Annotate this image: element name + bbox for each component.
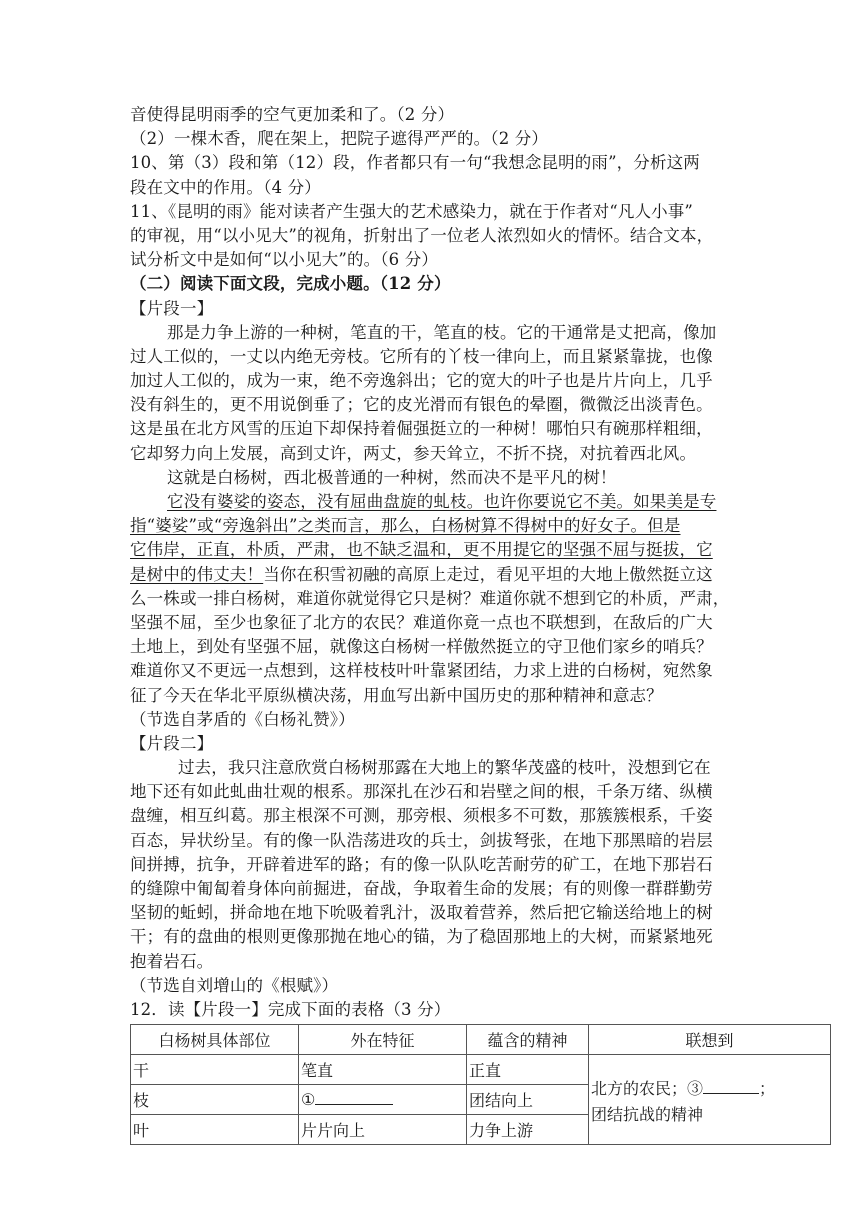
- table-cell: 团结向上: [467, 1085, 589, 1115]
- text-line: 试分析文中是如何“以小见大”的。（6 分）: [130, 250, 439, 270]
- paragraph-line: 么一株或一排白杨树，难道你就觉得它只是树？难道你就不想到它的朴质，严肃，: [130, 588, 730, 608]
- paragraph-line: 盘缠，相互纠葛。那主根深不可测，那旁根、须根多不可数，那簇簇根系，千姿: [130, 806, 713, 826]
- document-page: [130, 103, 830, 1145]
- table-cell: 力争上游: [467, 1115, 589, 1145]
- table-cell: 叶: [131, 1115, 299, 1145]
- paragraph-line: 土地上，到处有坚强不屈，就像这白杨树一样傲然挺立的守卫他们家乡的哨兵？: [130, 637, 713, 657]
- text-line: 段在文中的作用。（4 分）: [130, 177, 321, 197]
- paragraph-line: 的缝隙中匍匐着身体向前掘进，奋战，争取着生命的发展；有的则像一群群勤劳: [130, 879, 713, 898]
- fragment2-label: 【片段二】: [130, 733, 214, 753]
- paragraph-line: 坚韧的蚯蚓，拼命地在地下吮吸着乳汁，汲取着营养，然后把它输送给地上的树: [130, 903, 713, 923]
- answer-blank[interactable]: [315, 1090, 393, 1105]
- underlined-line: 是树中的伟丈夫！当你在积雪初融的高原上走过，看见平坦的大地上傲然挺立这: [130, 564, 713, 584]
- answer-blank[interactable]: [703, 1079, 759, 1094]
- paragraph-line: 难道你又不更远一点想到，这样枝枝叶叶靠紧团结，力求上进的白杨树，宛然象: [130, 661, 713, 681]
- paragraph-line: 过去，我只注意欣赏白杨树那露在大地上的繁华茂盛的枝叶，没想到它在: [178, 758, 711, 778]
- table-header: 蕴含的精神: [467, 1025, 589, 1055]
- paragraph-line: 这是虽在北方风雪的压迫下却保持着倔强挺立的一种树！哪怕只有碗那样粗细，: [130, 419, 713, 439]
- paragraph-line: 过人工似的，一丈以内绝无旁枝。它所有的丫枝一律向上，而且紧紧靠拢，也像: [130, 346, 713, 366]
- paragraph-line: 地下还有如此虬曲壮观的根系。那深扎在沙石和岩壁之间的根，千条万绪、纵横: [130, 782, 713, 802]
- paragraph-line: 没有斜生的，更不用说倒垂了；它的皮光滑而有银色的晕圈，微微泛出淡青色。: [130, 395, 713, 415]
- paragraph-line: 坚强不屈，至少也象征了北方的农民？难道你竟一点也不联想到，在敌后的广大: [130, 612, 713, 632]
- paragraph-line: 抱着岩石。: [130, 951, 214, 971]
- table-cell: 笔直: [299, 1055, 467, 1085]
- underlined-line: 它伟岸，正直，朴质，严肃，也不缺乏温和，更不用提它的坚强不屈与挺拔，它: [130, 540, 713, 560]
- table-header: 白杨树具体部位: [131, 1025, 299, 1055]
- table-header: 外在特征: [299, 1025, 467, 1055]
- paragraph-line: 那是力争上游的一种树，笔直的干，笔直的枝。它的干通常是丈把高，像加: [167, 322, 717, 342]
- paragraph-line: 它却努力向上发展，高到丈许，两丈，参天耸立，不折不挠，对抗着西北风。: [130, 443, 697, 463]
- paragraph-line: 间拼搏，抗争，开辟着进军的路；有的像一队队吃苦耐劳的矿工，在地下那岩石: [130, 854, 713, 874]
- association-cell: 北方的农民；③ ； 团结抗战的精神: [589, 1055, 831, 1145]
- source-citation: （节选自茅盾的《白杨礼赞》）: [130, 709, 355, 729]
- table-cell: 枝: [131, 1085, 299, 1115]
- underlined-line: 指“婆娑”或“旁逸斜出”之类而言，那么，白杨树算不得树中的好女子。但是: [130, 516, 681, 536]
- question-12: 12．读【片段一】完成下面的表格（3 分）: [130, 999, 451, 1019]
- table-cell: 正直: [467, 1055, 589, 1085]
- paragraph-line: 这就是白杨树，西北极普通的一种树，然而决不是平凡的树！: [167, 467, 617, 487]
- text-line: 的审视，用“以小见大”的视角，折射出了一位老人浓烈如火的情怀。结合文本，: [130, 225, 714, 245]
- table-cell: 干: [131, 1055, 299, 1085]
- table-row: [131, 1055, 831, 1085]
- underlined-line: 它没有婆娑的姿态，没有屈曲盘旋的虬枝。也许你要说它不美。如果美是专: [167, 492, 717, 511]
- paragraph-line: 干；有的盘曲的根则更像那抛在地心的锚，为了稳固那地上的大树，而紧紧地死: [130, 927, 713, 947]
- section-heading: （二）阅读下面文段，完成小题。（12 分）: [130, 274, 451, 294]
- table-cell: ①: [299, 1085, 467, 1115]
- table-header: 联想到: [589, 1025, 831, 1055]
- text-line: 音使得昆明雨季的空气更加柔和了。（2 分）: [130, 105, 455, 124]
- paragraph-line: 征了今天在华北平原纵横决荡，用血写出新中国历史的那种精神和意志？: [130, 685, 663, 705]
- text-line: （2）一棵木香，爬在架上，把院子遮得严严的。（2 分）: [130, 129, 549, 149]
- question-11: 11、《昆明的雨》能对读者产生强大的艺术感染力，就在于作者对“凡人小事”: [130, 201, 694, 221]
- answer-table: [130, 1024, 831, 1145]
- source-citation: （节选自刘增山的《根赋》）: [130, 975, 339, 995]
- paragraph-line: 百态，异状纷呈。有的像一队浩荡进攻的兵士，剑拔弩张，在地下那黑暗的岩层: [130, 830, 713, 850]
- table-cell: 片片向上: [299, 1115, 467, 1145]
- paragraph-line: 加过人工似的，成为一束，绝不旁逸斜出；它的宽大的叶子也是片片向上，几乎: [130, 371, 713, 391]
- table-header-row: [131, 1025, 831, 1055]
- question-10: 10、第（3）段和第（12）段，作者都只有一句“我想念昆明的雨”，分析这两: [130, 153, 700, 173]
- fragment1-label: 【片段一】: [130, 298, 214, 318]
